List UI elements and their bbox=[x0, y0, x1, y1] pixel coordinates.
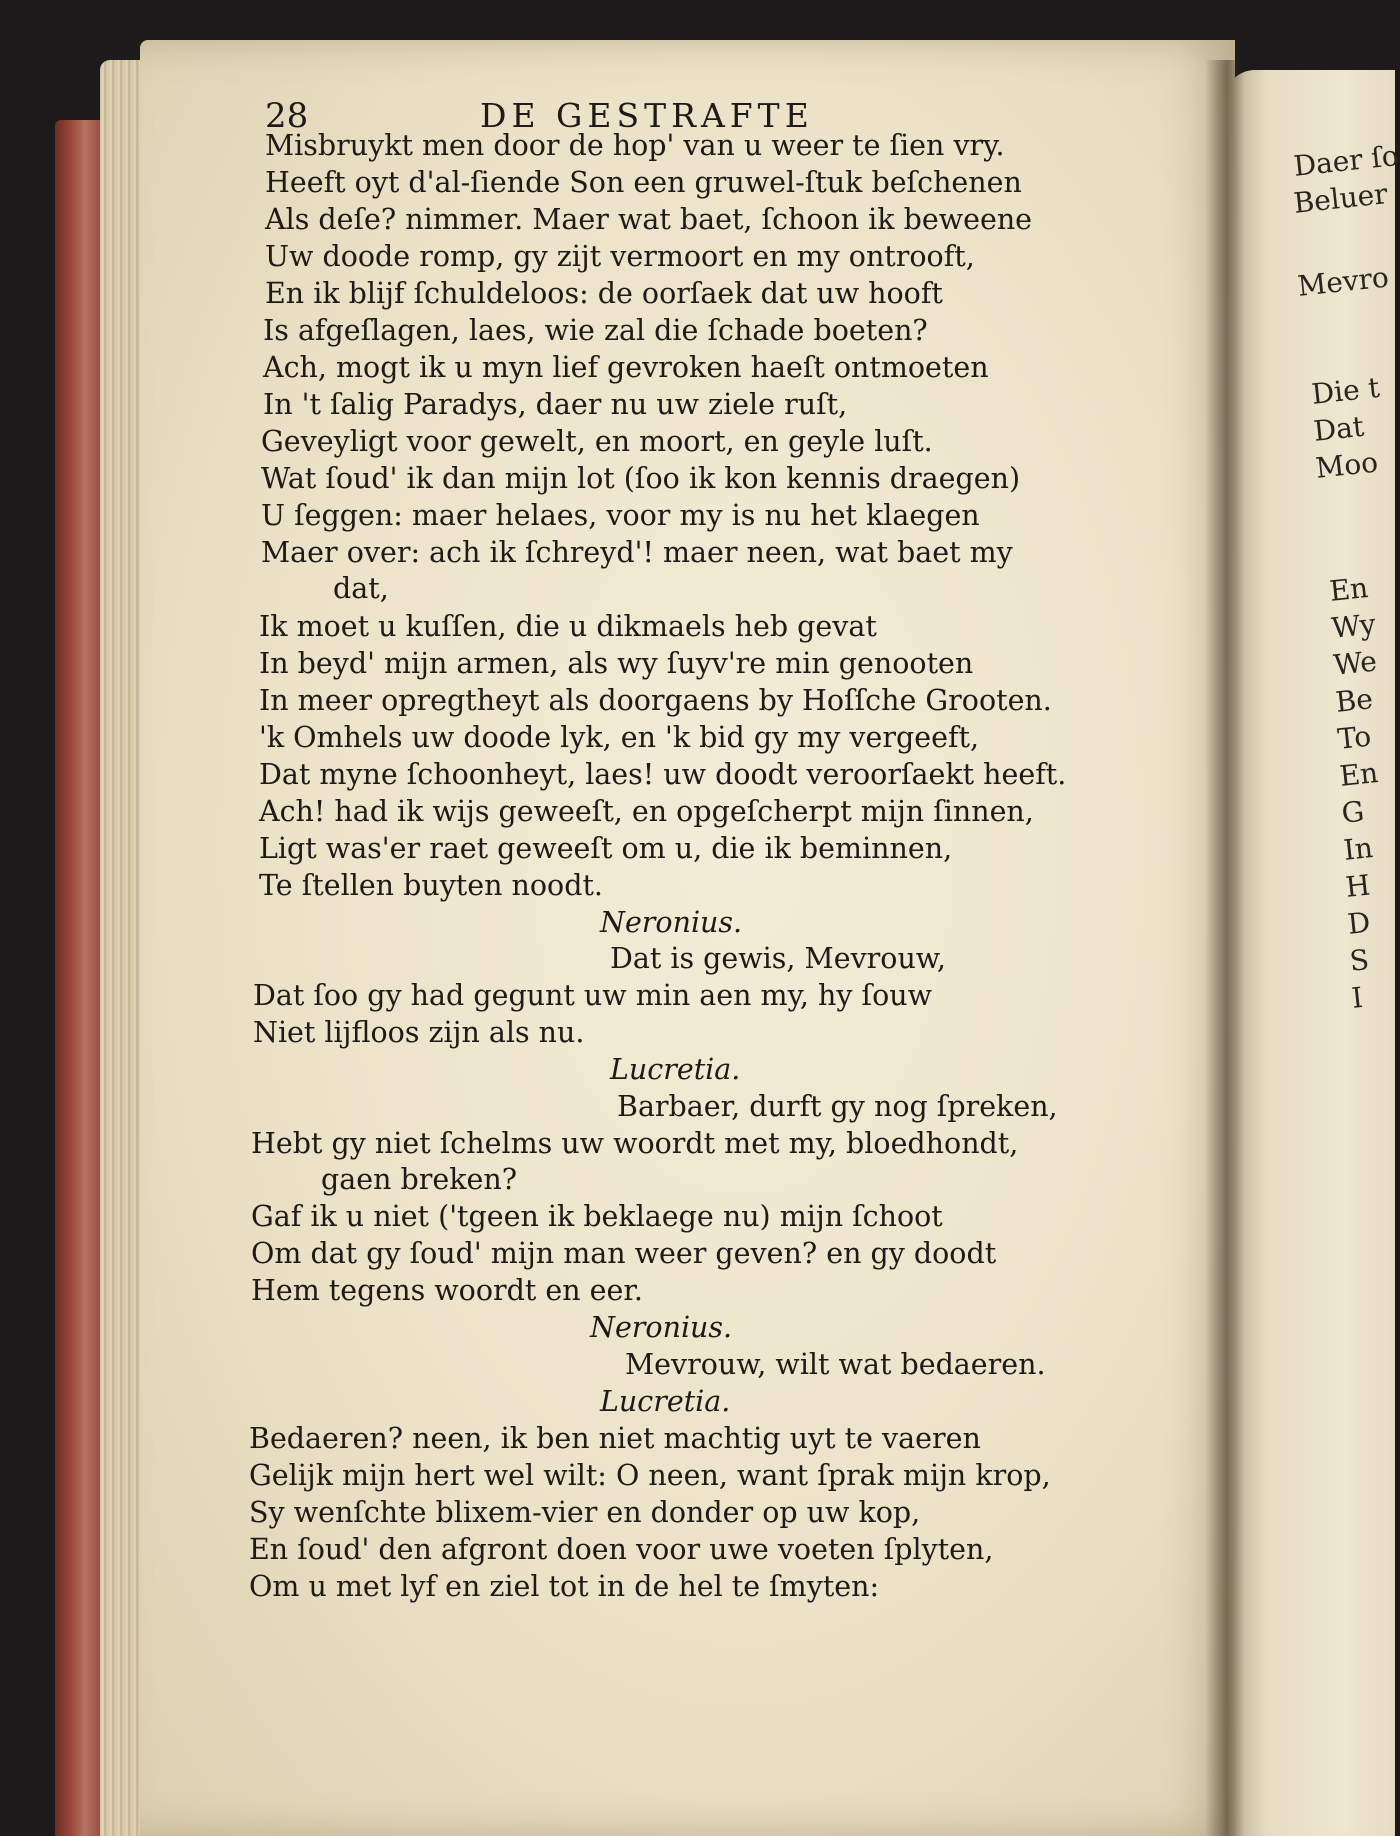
verse-line: Uw doode romp, gy zijt vermoort en my ontrooft, bbox=[265, 240, 975, 273]
facing-page-fragment: I bbox=[1350, 980, 1365, 1015]
verse-line: Om u met lyf en ziel tot in de hel te ſmyten: bbox=[249, 1570, 880, 1603]
page-number: 28 bbox=[265, 96, 309, 136]
speaker-name: Neronius. bbox=[590, 1311, 733, 1344]
book-gutter bbox=[1205, 60, 1245, 1836]
verse-line: Om dat gy ſoud' mijn man weer geven? en gy doodt bbox=[251, 1237, 997, 1270]
facing-page-fragment: Daer ſo bbox=[1292, 139, 1400, 183]
verse-line: Geveyligt voor gewelt, en moort, en geyle luſt. bbox=[261, 425, 933, 458]
running-title: DE GESTRAFTE bbox=[480, 96, 814, 135]
verse-line: Te ſtellen buyten noodt. bbox=[259, 869, 603, 902]
verse-line: Sy wenſchte blixem-vier en donder op uw kop, bbox=[249, 1496, 921, 1529]
verse-line: Ik moet u kuſſen, die u dikmaels heb gevat bbox=[259, 610, 877, 643]
verse-line: dat, bbox=[333, 572, 389, 605]
facing-page-fragment: H bbox=[1344, 868, 1372, 904]
verse-line: En ſoud' den afgront doen voor uwe voeten ſplyten, bbox=[249, 1533, 994, 1566]
facing-page-fragment: Beluer bbox=[1292, 177, 1390, 220]
verse-line: Dat myne ſchoonheyt, laes! uw doodt veroorſaekt heeft. bbox=[259, 758, 1067, 791]
verse-line: U ſeggen: maer helaes, voor my is nu het klaegen bbox=[261, 499, 980, 532]
facing-page-fragment: D bbox=[1346, 905, 1372, 941]
verse-line: gaen breken? bbox=[321, 1163, 518, 1196]
facing-page-fragment: Moo bbox=[1314, 445, 1380, 485]
verse-line: In 't ſalig Paradys, daer nu uw ziele ruſt, bbox=[263, 388, 848, 421]
verse-line: Ach! had ik wijs geweeſt, en opgeſcherpt mijn ſinnen, bbox=[259, 795, 1034, 828]
speaker-name: Lucretia. bbox=[610, 1053, 741, 1086]
verse-line: 'k Omhels uw doode lyk, en 'k bid gy my vergeeft, bbox=[259, 721, 980, 754]
facing-page-fragment: En bbox=[1338, 755, 1380, 793]
verse-line: Heeft oyt d'al-ſiende Son een gruwel-ſtuk beſchenen bbox=[265, 166, 1022, 199]
verse-line: In beyd' mijn armen, als wy ſuyv're min genooten bbox=[259, 647, 974, 680]
facing-page-fragment: In bbox=[1342, 830, 1375, 867]
facing-page bbox=[1225, 70, 1395, 1836]
facing-page-fragment: G bbox=[1340, 794, 1366, 830]
speaker-name: Neronius. bbox=[600, 906, 743, 939]
verse-line: In meer opregtheyt als doorgaens by Hoſſche Grooten. bbox=[259, 684, 1052, 717]
verse-line: Mevrouw, wilt wat bedaeren. bbox=[625, 1348, 1046, 1381]
verse-line: Wat ſoud' ik dan mijn lot (ſoo ik kon kennis draegen) bbox=[261, 462, 1021, 495]
speaker-name: Lucretia. bbox=[600, 1385, 731, 1418]
verse-line: Bedaeren? neen, ik ben niet machtig uyt te vaeren bbox=[249, 1422, 981, 1455]
facing-page-fragment: En bbox=[1328, 570, 1370, 608]
verse-line: Barbaer, durft gy nog ſpreken, bbox=[617, 1090, 1058, 1123]
verse-line: Gaf ik u niet ('tgeen ik beklaege nu) mijn ſchoot bbox=[251, 1200, 943, 1233]
facing-page-fragment: Die t bbox=[1310, 370, 1382, 411]
verse-line: En ik blijf ſchuldeloos: de oorſaek dat uw hooft bbox=[265, 277, 943, 310]
verse-line: Gelijk mijn hert wel wilt: O neen, want ſprak mijn krop, bbox=[249, 1459, 1051, 1492]
verse-line: Is afgeſlagen, laes, wie zal die ſchade boeten? bbox=[263, 314, 928, 347]
verse-line: Ach, mogt ik u myn lief gevroken haeſt ontmoeten bbox=[263, 351, 989, 384]
verse-line: Hebt gy niet ſchelms uw woordt met my, bloedhondt, bbox=[251, 1127, 1019, 1160]
facing-page-fragment: Mevro bbox=[1296, 260, 1391, 303]
verse-line: Ligt was'er raet geweeſt om u, die ik beminnen, bbox=[259, 832, 953, 865]
verse-line: Niet lijfloos zijn als nu. bbox=[253, 1016, 585, 1049]
facing-page-fragment: To bbox=[1336, 719, 1373, 756]
facing-page-fragment: Be bbox=[1334, 682, 1375, 719]
verse-line: Hem tegens woordt en eer. bbox=[251, 1274, 643, 1307]
facing-page-fragment: We bbox=[1332, 644, 1379, 682]
verse-line: Dat is gewis, Mevrouw, bbox=[610, 942, 946, 975]
verse-line: Als deſe? nimmer. Maer wat baet, ſchoon ik beweene bbox=[265, 203, 1033, 236]
facing-page-fragment: Dat bbox=[1312, 409, 1366, 448]
verse-line: Misbruykt men door de hop' van u weer te ſien vry. bbox=[265, 129, 1005, 162]
verse-line: Maer over: ach ik ſchreyd'! maer neen, wat baet my bbox=[261, 536, 1013, 569]
verse-line: Dat ſoo gy had gegunt uw min aen my, hy ſouw bbox=[253, 979, 932, 1012]
facing-page-fragment: S bbox=[1348, 942, 1371, 978]
facing-page-fragment: Wy bbox=[1330, 607, 1378, 645]
